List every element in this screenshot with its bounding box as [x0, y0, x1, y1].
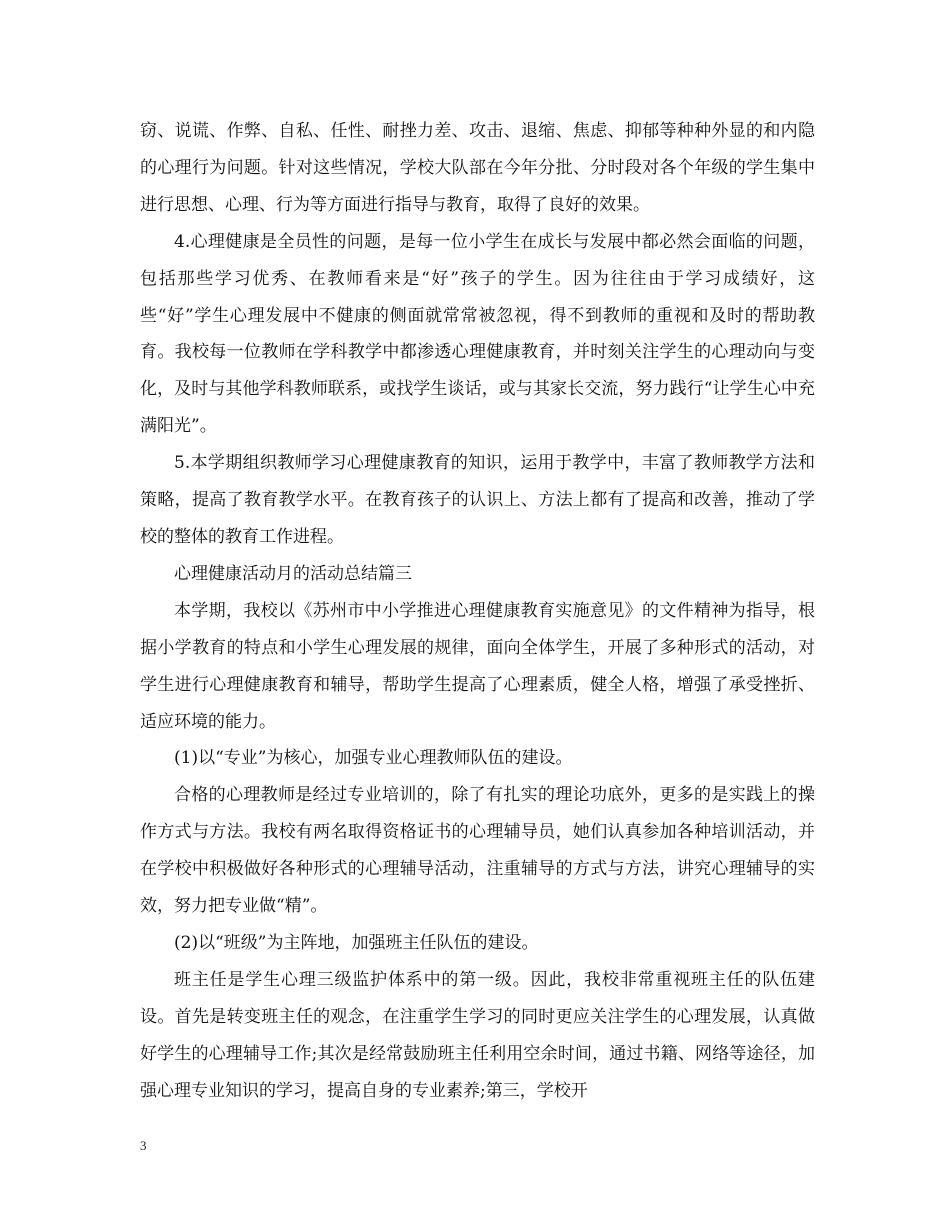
paragraph-class-teachers: 班主任是学生心理三级监护体系中的第一级。因此，我校非常重视班主任的队伍建设。首先是转变班主任的观念，在注重学生学习的同时更应关注学生的心理发展，认真做好学生的心理辅导工作;其次是经常鼓励班主任利用空余时间，通过书籍、网络等途径，加强心理专业知识的学习，提高自身的专业素养;第三，学校开 [140, 969, 815, 1101]
section-heading: 心理健康活动月的活动总结篇三 [174, 563, 412, 584]
paragraph-item-5: 5.本学期组织教师学习心理健康教育的知识，运用于教学中，丰富了教师教学方法和策略，提高了教育教学水平。在教育孩子的认识上、方法上都有了提高和改善，推动了学校的整体的教育工作进程。 [140, 453, 815, 547]
subheading-2: (2)以“班级”为主阵地，加强班主任队伍的建设。 [174, 932, 539, 953]
subheading-1: (1)以“专业”为核心，加强专业心理教师队伍的建设。 [174, 748, 573, 769]
page-number: 3 [140, 1138, 147, 1153]
paragraph-continuation: 窃、说谎、作弊、自私、任性、耐挫力差、攻击、退缩、焦虑、抑郁等种种外显的和内隐的心理行为问题。针对这些情况，学校大队部在今年分批、分时段对各个年级的学生集中进行思想、心理、行为等方面进行指导与教育，取得了良好的效果。 [140, 121, 815, 215]
document-body [140, 113, 815, 1109]
paragraph-intro: 本学期，我校以《苏州市中小学推进心理健康教育实施意见》的文件精神为指导，根据小学教育的特点和小学生心理发展的规律，面向全体学生，开展了多种形式的活动，对学生进行心理健康教育和辅导，帮助学生提高了心理素质，健全人格，增强了承受挫折、适应环境的能力。 [140, 600, 815, 732]
paragraph-psych-teachers: 合格的心理教师是经过专业培训的，除了有扎实的理论功底外，更多的是实践上的操作方式与方法。我校有两名取得资格证书的心理辅导员，她们认真参加各种培训活动，并在学校中积极做好各种形式的心理辅导活动，注重辅导的方式与方法，讲究心理辅导的实效，努力把专业做“精”。 [140, 785, 815, 917]
paragraph-item-4: 4.心理健康是全员性的问题，是每一位小学生在成长与发展中都必然会面临的问题，包括那些学习优秀、在教师看来是“好”孩子的学生。因为往往由于学习成绩好，这些“好”学生心理发展中不健康的侧面就常常被忽视，得不到教师的重视和及时的帮助教育。我校每一位教师在学科教学中都渗透心理健康教育，并时刻关注学生的心理动向与变化，及时与其他学科教师联系，或找学生谈话，或与其家长交流，努力践行“让学生心中充满阳光”。 [140, 231, 815, 437]
